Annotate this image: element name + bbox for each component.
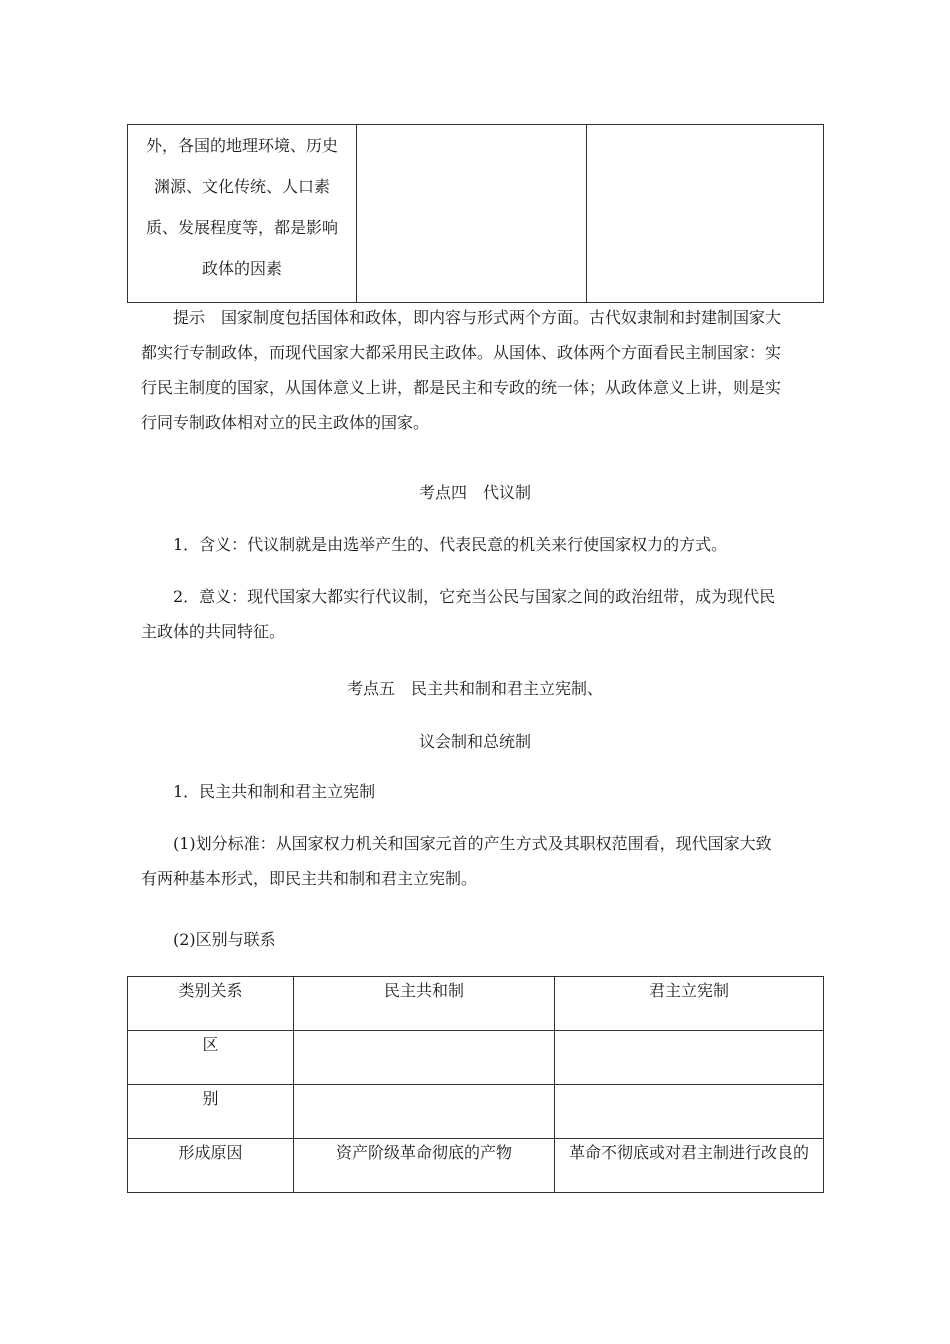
table-cell: 形成原因	[128, 1139, 294, 1193]
hint-paragraph	[141, 300, 816, 440]
table-cell	[587, 125, 824, 303]
header-cell: 民主共和制	[294, 977, 555, 1031]
subheading: 1．民主共和制和君主立宪制	[173, 782, 376, 801]
hint-label: 提示	[173, 308, 206, 327]
hint-line: 都实行专制政体，而现代国家大都采用民主政体。从国体、政体两个方面看民主制国家：实	[141, 343, 782, 362]
table-cell: 革命不彻底或对君主制进行改良的	[555, 1139, 824, 1193]
table-cell: 别	[128, 1085, 294, 1139]
cell-line: 外，各国的地理环境、历史	[145, 136, 338, 155]
table-row	[128, 1085, 824, 1139]
table-header-row	[128, 977, 824, 1031]
item-line: 主政体的共同特征。	[141, 622, 286, 641]
table-cell	[555, 1085, 824, 1139]
table-cell	[357, 125, 587, 303]
table-cell	[128, 125, 357, 303]
header-cell: 类别关系	[128, 977, 294, 1031]
header-cell: 君主立宪制	[555, 977, 824, 1031]
paragraph-line: 有两种基本形式，即民主共和制和君主立宪制。	[141, 869, 478, 888]
table-cell: 区	[128, 1031, 294, 1085]
hint-line: 行民主制度的国家，从国体意义上讲，都是民主和专政的统一体；从政体意义上讲，则是实	[141, 378, 782, 397]
hint-line: 国家制度包括国体和政体，即内容与形式两个方面。古代奴隶制和封建制国家大	[221, 308, 782, 327]
table-cell: 资产阶级革命彻底的产物	[294, 1139, 555, 1193]
table-cell	[555, 1031, 824, 1085]
table-row	[128, 1139, 824, 1193]
section4-item2	[141, 579, 816, 649]
cell-line: 渊源、文化传统、人口素	[153, 177, 330, 196]
paragraph-line: (1)划分标准：从国家权力机关和国家元首的产生方式及其职权范围看，现代国家大致	[173, 834, 772, 853]
item-line: 2．意义：现代国家大都实行代议制，它充当公民与国家之间的政治纽带，成为现代民	[173, 587, 776, 606]
table-cell	[294, 1085, 555, 1139]
section-title: 考点五 民主共和制和君主立宪制、	[346, 679, 603, 698]
hint-line: 行同专制政体相对立的民主政体的国家。	[141, 413, 430, 432]
section5-paragraph	[141, 826, 816, 896]
section-title-line2: 议会制和总统制	[418, 732, 531, 751]
cell-line: 政体的因素	[201, 259, 282, 278]
table-continued	[127, 124, 824, 303]
section-title: 考点四 代议制	[418, 483, 531, 502]
table-row	[128, 1031, 824, 1085]
subheading: (2)区别与联系	[173, 930, 276, 949]
cell-line: 质、发展程度等，都是影响	[145, 218, 338, 237]
comparison-table	[127, 976, 824, 1193]
table-cell	[294, 1031, 555, 1085]
section4-item1: 1．含义：代议制就是由选举产生的、代表民意的机关来行使国家权力的方式。	[173, 535, 728, 554]
